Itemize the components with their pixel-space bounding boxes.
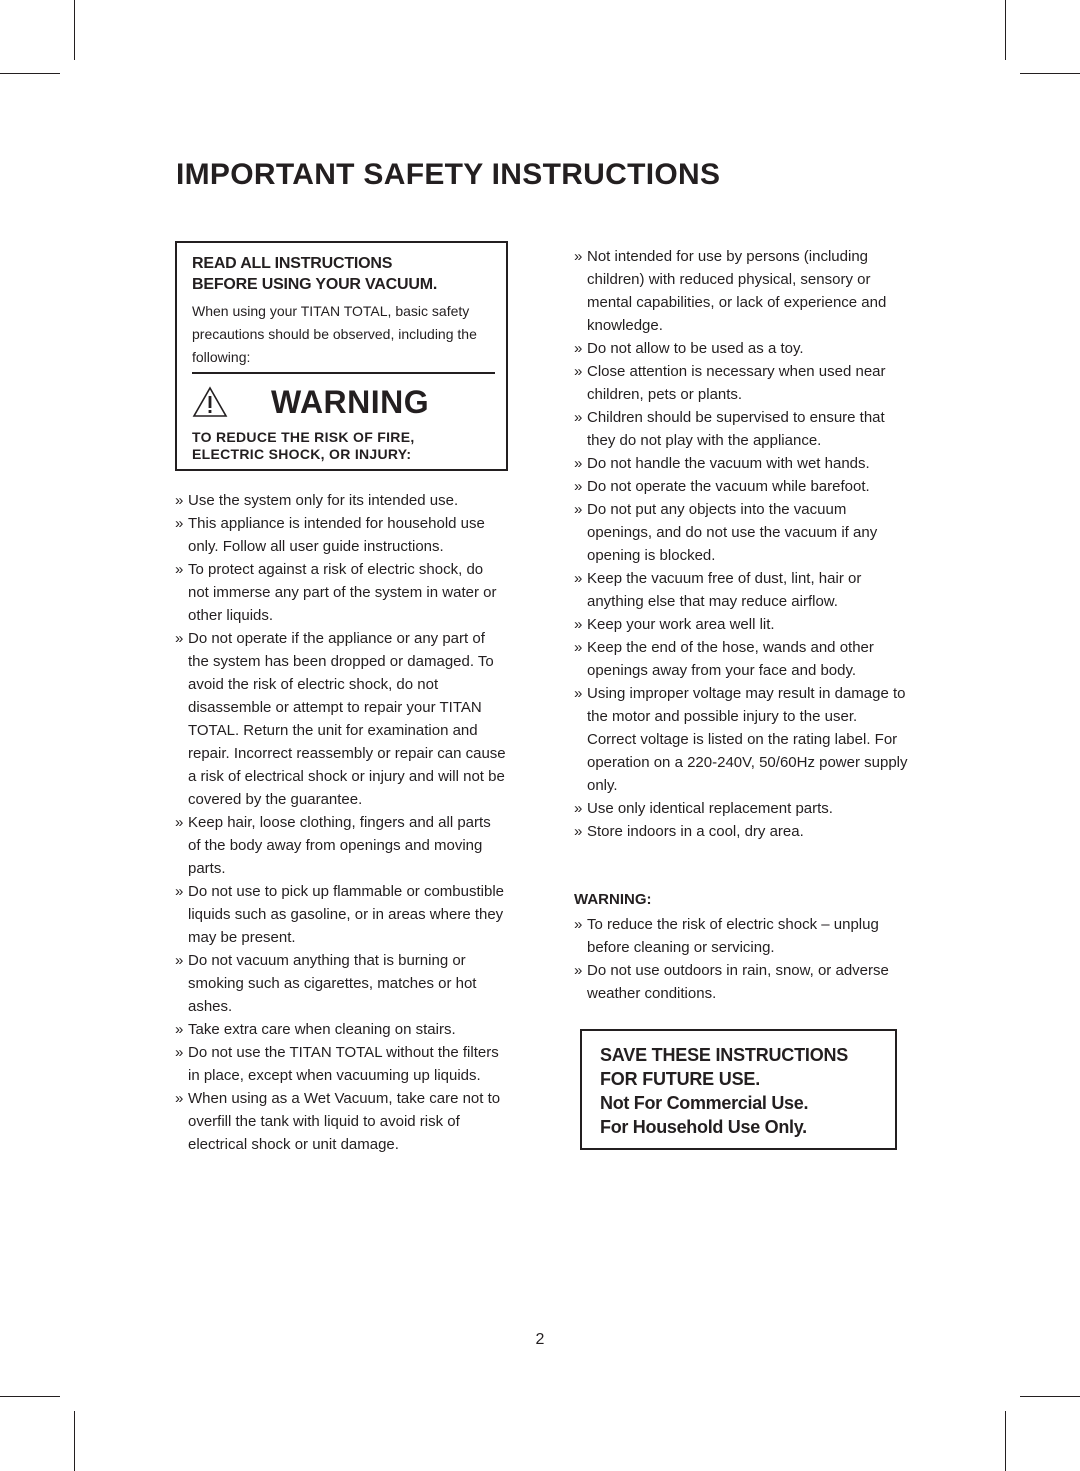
list-item: » Do not operate if the appliance or any part of the system has been dropped or damaged. To avoid the risk of electric shock, do not disassemble or attempt to repair your TITAN TOTAL. Return the unit for examination and repair. Incorrect reassembly or repair can cause a risk of electrical shock or injury and will not be covered by the guarantee. [175,627,507,811]
list-item: » To reduce the risk of electric shock – unplug before cleaning or servicing. [574,913,908,959]
warning-list [574,913,908,1005]
save-instructions-text: SAVE THESE INSTRUCTIONS FOR FUTURE USE. [600,1045,849,1089]
left-instruction-list [175,489,507,1156]
list-item: » Store indoors in a cool, dry area. [574,820,908,843]
list-item: » Do not allow to be used as a toy. [574,337,908,360]
list-item: » Do not use to pick up flammable or combustible liquids such as gasoline, or in areas where they may be present. [175,880,507,949]
intro-text: When using your TITAN TOTAL, basic safety precautions should be observed, including the following: [192,303,477,365]
list-item: » To protect against a risk of electric shock, do not immerse any part of the system in water or other liquids. [175,558,507,627]
crop-mark [74,1411,75,1471]
list-item: » Use only identical replacement parts. [574,797,908,820]
warning-triangle-icon [192,386,228,418]
list-item: » Do not put any objects into the vacuum openings, and do not use the vacuum if any opening is blocked. [574,498,908,567]
list-item: » When using as a Wet Vacuum, take care not to overfill the tank with liquid to avoid risk of electrical shock or unit damage. [175,1087,507,1156]
crop-mark [0,73,60,74]
list-item: » Do not handle the vacuum with wet hands. [574,452,908,475]
save-instructions-box [580,1029,897,1150]
list-item: » Do not use outdoors in rain, snow, or adverse weather conditions. [574,959,908,1005]
list-item: » Keep the vacuum free of dust, lint, hair or anything else that may reduce airflow. [574,567,908,613]
crop-mark [0,1396,60,1397]
crop-mark [1005,1411,1006,1471]
crop-mark [1020,73,1080,74]
list-item: » Close attention is necessary when used near children, pets or plants. [574,360,908,406]
crop-mark [1005,0,1006,60]
page-title: IMPORTANT SAFETY INSTRUCTIONS [176,158,721,191]
list-item: » Do not vacuum anything that is burning or smoking such as cigarettes, matches or hot ashes. [175,949,507,1018]
right-instruction-list [574,245,908,843]
household-use-text: Not For Commercial Use. For Household Use Only. [600,1093,809,1137]
page-number: 2 [535,1331,545,1348]
crop-mark [1020,1396,1080,1397]
list-item: » This appliance is intended for household use only. Follow all user guide instructions. [175,512,507,558]
risk-statement: TO REDUCE THE RISK OF FIRE, ELECTRIC SHOCK, OR INJURY: [192,429,415,462]
list-item: » Using improper voltage may result in damage to the motor and possible injury to the user. Correct voltage is listed on the rating label. For operation on a 220-240V, 50/60Hz power supply only. [574,682,908,797]
warning-heading: WARNING [271,384,430,420]
crop-mark [74,0,75,60]
list-item: » Use the system only for its intended use. [175,489,507,512]
list-item: » Children should be supervised to ensure that they do not play with the appliance. [574,406,908,452]
list-item: » Not intended for use by persons (including children) with reduced physical, sensory or mental capabilities, or lack of experience and knowledge. [574,245,908,337]
list-item: » Do not operate the vacuum while barefoot. [574,475,908,498]
divider [192,372,495,374]
read-instructions-heading: READ ALL INSTRUCTIONS BEFORE USING YOUR VACUUM. [192,255,438,293]
list-item: » Take extra care when cleaning on stairs. [175,1018,507,1041]
list-item: » Keep the end of the hose, wands and other openings away from your face and body. [574,636,908,682]
list-item: » Keep hair, loose clothing, fingers and all parts of the body away from openings and moving parts. [175,811,507,880]
list-item: » Keep your work area well lit. [574,613,908,636]
warning-section-heading: WARNING: [574,891,652,908]
list-item: » Do not use the TITAN TOTAL without the filters in place, except when vacuuming up liquids. [175,1041,507,1087]
read-instructions-box [175,241,508,471]
